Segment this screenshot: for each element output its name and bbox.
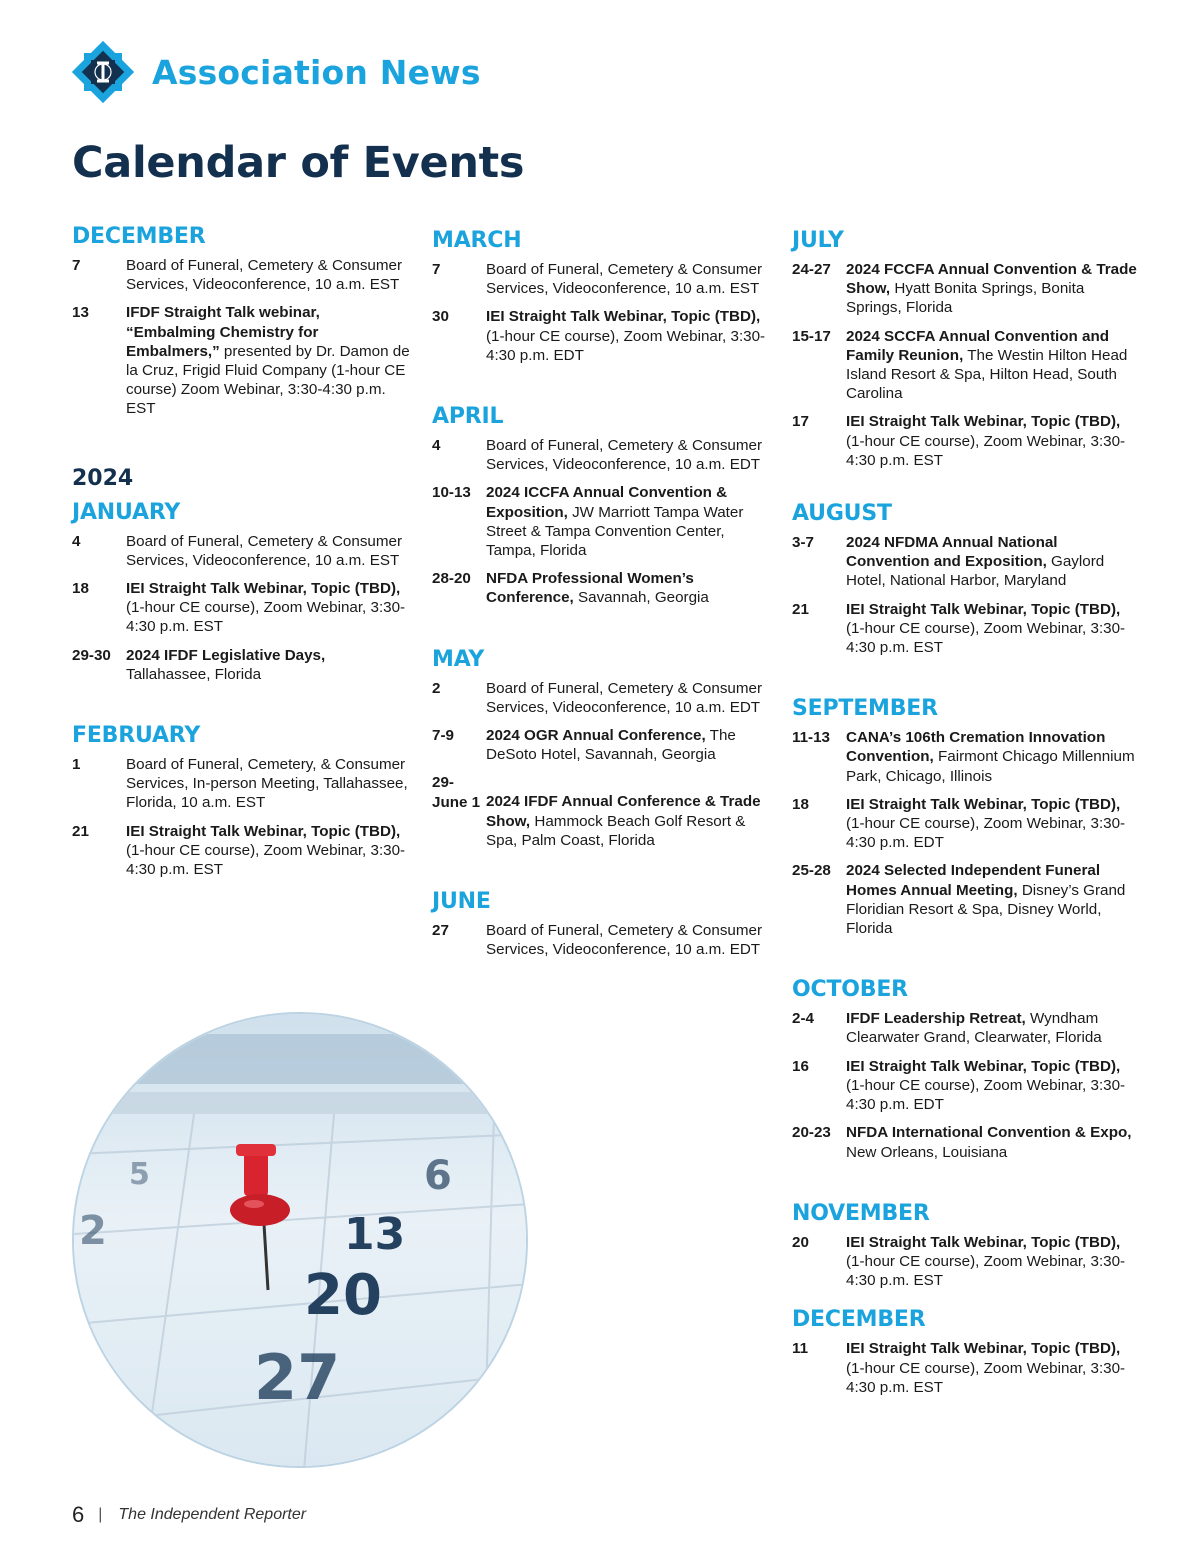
event-title: IEI Straight Talk Webinar, Topic (TBD),: [126, 822, 401, 840]
event-date: 4: [432, 437, 441, 455]
event-details: (1-hour CE course), Zoom Webinar, 3:30-4:30 p.m. EDT: [846, 815, 1126, 852]
event-item: [432, 679, 772, 717]
event-details: (1-hour CE course), Zoom Webinar, 3:30-4:30 p.m. EST: [126, 841, 406, 879]
event-details: Hyatt Bonita Springs, Bonita Springs, Florida: [846, 280, 1085, 317]
event-details: Gaylord Hotel, National Harbor, Maryland: [846, 553, 1105, 590]
event-details: The DeSoto Hotel, Savannah, Georgia: [486, 727, 736, 764]
month-heading: MAY: [432, 646, 485, 672]
event-title: IEI Straight Talk Webinar, Topic (TBD),: [846, 1340, 1121, 1358]
event-date: 16: [792, 1057, 809, 1075]
event-description: [846, 533, 1137, 591]
event-title: NFDA International Convention & Expo,: [846, 1124, 1132, 1142]
event-date: 30: [432, 308, 449, 326]
event-item: [792, 861, 1137, 938]
month-heading: MARCH: [432, 228, 522, 253]
event-details: New Orleans, Louisiana: [846, 1143, 1008, 1161]
event-description: [126, 822, 412, 880]
calendar-number: 2: [79, 1208, 107, 1254]
event-date: 18: [72, 580, 89, 598]
event-item: [72, 579, 412, 637]
event-description: Board of Funeral, Cemetery & Consumer Services, Videoconference, 10 a.m. EST: [126, 532, 403, 569]
event-title: 2024 SCCFA Annual Convention and Family Reunion,: [846, 327, 1109, 364]
event-title: IEI Straight Talk Webinar, Topic (TBD),: [846, 600, 1121, 618]
month-heading: JULY: [792, 228, 844, 253]
event-item: [72, 532, 412, 570]
event-title: CANA’s 106th Cremation Innovation Convention,: [846, 729, 1106, 766]
event-item: [792, 533, 1137, 591]
event-details: (1-hour CE course), Zoom Webinar, 3:30-4:30 p.m. EST: [126, 599, 406, 636]
event-title: IEI Straight Talk Webinar, Topic (TBD),: [486, 308, 761, 326]
event-date: 1: [72, 756, 81, 774]
event-description: Board of Funeral, Cemetery & Consumer Services, Videoconference, 10 a.m. EDT: [486, 679, 763, 716]
event-description: Board of Funeral, Cemetery & Consumer Services, Videoconference, 10 a.m. EST: [486, 261, 763, 298]
event-details: (1-hour CE course), Zoom Webinar, 3:30-4:30 p.m. EST: [846, 1252, 1126, 1290]
page-number: 6: [72, 1502, 85, 1527]
event-details: Disney’s Grand Floridian Resort & Spa, Disney World, Florida: [846, 881, 1126, 938]
event-item: [792, 600, 1137, 658]
month-heading: AUGUST: [792, 501, 892, 527]
event-details: Fairmont Chicago Millennium Park, Chicago, Illinois: [846, 748, 1135, 785]
event-date: 10-13: [432, 484, 471, 502]
event-details: (1-hour CE course), Zoom Webinar, 3:30-4:30 p.m. EDT: [486, 327, 766, 364]
event-details: presented by Dr. Damon de la Cruz, Frigid Fluid Company (1-hour CE course) Zoom Webinar, 3:30-4:30 p.m. EST: [126, 342, 410, 418]
calendar-column-2: [432, 226, 772, 968]
event-item: [72, 303, 412, 418]
event-title: NFDA Professional Women’s Conference,: [486, 570, 694, 607]
event-description: [846, 600, 1137, 658]
event-description: [846, 1057, 1137, 1115]
publication-name: The Independent Reporter: [118, 1506, 307, 1523]
month-heading: DECEMBER: [72, 224, 206, 249]
event-date: 20-23: [792, 1124, 831, 1142]
event-details: Hammock Beach Golf Resort & Spa, Palm Coast, Florida: [486, 812, 746, 849]
event-title: IEI Straight Talk Webinar, Topic (TBD),: [846, 413, 1121, 431]
page-title: Calendar of Events: [72, 138, 525, 188]
event-details: (1-hour CE course), Zoom Webinar, 3:30-4:30 p.m. EST: [846, 1359, 1126, 1396]
event-description: [486, 569, 772, 607]
event-item: [792, 1009, 1137, 1047]
event-item: [792, 412, 1137, 470]
section-title: Association News: [152, 52, 481, 92]
event-item: [792, 1057, 1137, 1115]
event-item: [792, 795, 1137, 853]
event-description: [846, 861, 1137, 938]
event-title: 2024 IFDF Legislative Days,: [126, 646, 326, 664]
event-title: IEI Straight Talk Webinar, Topic (TBD),: [126, 580, 401, 598]
event-item: [432, 483, 772, 560]
event-date: 4: [72, 532, 81, 550]
event-description: [846, 327, 1137, 404]
event-description: Board of Funeral, Cemetery & Consumer Services, Videoconference, 10 a.m. EDT: [486, 922, 763, 959]
event-details: Savannah, Georgia: [573, 589, 709, 607]
event-description: [846, 1339, 1137, 1397]
event-details: The Westin Hilton Head Island Resort & Spa, Hilton Head, South Carolina: [846, 346, 1128, 403]
event-description: [846, 1233, 1137, 1291]
event-description: [846, 728, 1137, 786]
event-description: [486, 726, 772, 764]
event-title: 2024 OGR Annual Conference,: [486, 727, 706, 745]
event-description: [846, 795, 1137, 853]
event-description: [126, 646, 412, 684]
event-date: 7: [72, 257, 81, 274]
month-heading: SEPTEMBER: [792, 696, 938, 722]
event-date: 29- June 1: [432, 774, 481, 811]
event-details: (1-hour CE course), Zoom Webinar, 3:30-4:30 p.m. EST: [846, 432, 1126, 469]
calendar-number: 5: [129, 1157, 150, 1192]
event-item: [432, 773, 772, 850]
event-description: [486, 773, 772, 850]
event-date: 21: [72, 822, 89, 840]
event-date: 28-20: [432, 570, 471, 588]
event-date: 2: [432, 679, 441, 697]
month-heading: FEBRUARY: [72, 723, 201, 749]
event-description: Board of Funeral, Cemetery & Consumer Services, Videoconference, 10 a.m. EST: [126, 257, 403, 294]
event-date: 29-30: [72, 646, 111, 664]
event-date: 7-9: [432, 727, 454, 745]
event-item: [72, 822, 412, 880]
event-item: [792, 1339, 1137, 1397]
event-details: (1-hour CE course), Zoom Webinar, 3:30-4:30 p.m. EST: [846, 619, 1126, 657]
event-description: Board of Funeral, Cemetery & Consumer Services, Videoconference, 10 a.m. EDT: [486, 437, 763, 474]
month-heading: DECEMBER: [792, 1307, 926, 1333]
diamond-i-logo-icon: [72, 41, 134, 103]
event-date: 21: [792, 600, 809, 618]
event-date: 15-17: [792, 327, 831, 345]
event-date: 25-28: [792, 862, 831, 880]
event-date: 24-27: [792, 261, 831, 278]
event-details: Wyndham Clearwater Grand, Clearwater, Florida: [846, 1010, 1102, 1047]
event-date: 27: [432, 922, 449, 940]
event-item: [432, 726, 772, 764]
event-title: IFDF Leadership Retreat,: [846, 1010, 1026, 1028]
event-description: [126, 579, 412, 637]
event-title: IEI Straight Talk Webinar, Topic (TBD),: [846, 795, 1121, 813]
event-title: 2024 ICCFA Annual Convention & Exposition,: [486, 484, 728, 521]
event-item: [432, 569, 772, 607]
event-description: [846, 1009, 1137, 1047]
event-details: JW Marriott Tampa Water Street & Tampa Convention Center, Tampa, Florida: [486, 503, 744, 560]
month-heading: OCTOBER: [792, 977, 908, 1003]
footer-separator: |: [98, 1506, 103, 1523]
event-item: [792, 1233, 1137, 1291]
event-description: [846, 260, 1137, 318]
year-heading: 2024: [72, 465, 134, 491]
month-heading: JUNE: [432, 889, 491, 915]
event-description: Board of Funeral, Cemetery, & Consumer Services, In-person Meeting, Tallahassee, Florida, 10 a.m. EST: [126, 756, 408, 812]
month-heading: APRIL: [432, 404, 504, 430]
calendar-column-1: [72, 222, 412, 888]
event-date: 2-4: [792, 1010, 814, 1028]
page-footer: [72, 1502, 306, 1528]
section-header: [72, 40, 481, 104]
event-item: [432, 436, 772, 474]
event-date: 18: [792, 795, 809, 813]
calendar-column-3: [792, 226, 1137, 1406]
event-description: [126, 303, 412, 418]
event-item: [432, 260, 772, 298]
event-title: 2024 NFDMA Annual National Convention and Exposition,: [846, 534, 1058, 571]
calendar-number: 6: [424, 1153, 452, 1199]
event-title: 2024 Selected Independent Funeral Homes Annual Meeting,: [846, 862, 1101, 899]
event-details: Tallahassee, Florida: [126, 665, 262, 683]
event-title: 2024 IFDF Annual Conference & Trade Show,: [486, 793, 761, 830]
event-item: [792, 260, 1137, 318]
event-description: [486, 307, 772, 365]
event-date: 11: [792, 1340, 809, 1358]
month-heading: NOVEMBER: [792, 1200, 930, 1226]
event-item: [792, 1123, 1137, 1161]
event-item: [792, 728, 1137, 786]
event-item: [792, 327, 1137, 404]
event-description: [486, 483, 772, 560]
event-title: IEI Straight Talk Webinar, Topic (TBD),: [846, 1057, 1121, 1075]
month-heading: JANUARY: [72, 499, 181, 525]
event-item: [72, 646, 412, 684]
event-date: 11-13: [792, 729, 831, 747]
event-date: 3-7: [792, 534, 814, 552]
calendar-pushpin-photo: [72, 1012, 528, 1468]
event-item: [432, 921, 772, 959]
event-item: [432, 307, 772, 365]
event-date: 20: [792, 1233, 809, 1251]
event-date: 7: [432, 261, 441, 278]
calendar-pushpin-illustration: [74, 1014, 528, 1468]
event-title: IEI Straight Talk Webinar, Topic (TBD),: [846, 1233, 1121, 1251]
event-item: [72, 755, 412, 813]
calendar-number: 13: [344, 1209, 406, 1260]
event-details: (1-hour CE course), Zoom Webinar, 3:30-4:30 p.m. EDT: [846, 1076, 1126, 1114]
event-title: 2024 FCCFA Annual Convention & Trade Show,: [846, 261, 1137, 298]
event-date: 13: [72, 304, 89, 322]
event-description: [846, 412, 1137, 470]
calendar-number: 20: [304, 1263, 382, 1328]
event-item: [72, 256, 412, 294]
calendar-number: 27: [254, 1341, 341, 1414]
event-date: 17: [792, 413, 809, 431]
event-title: IFDF Straight Talk webinar, “Embalming Chemistry for Embalmers,”: [126, 304, 320, 360]
event-description: [846, 1123, 1137, 1161]
